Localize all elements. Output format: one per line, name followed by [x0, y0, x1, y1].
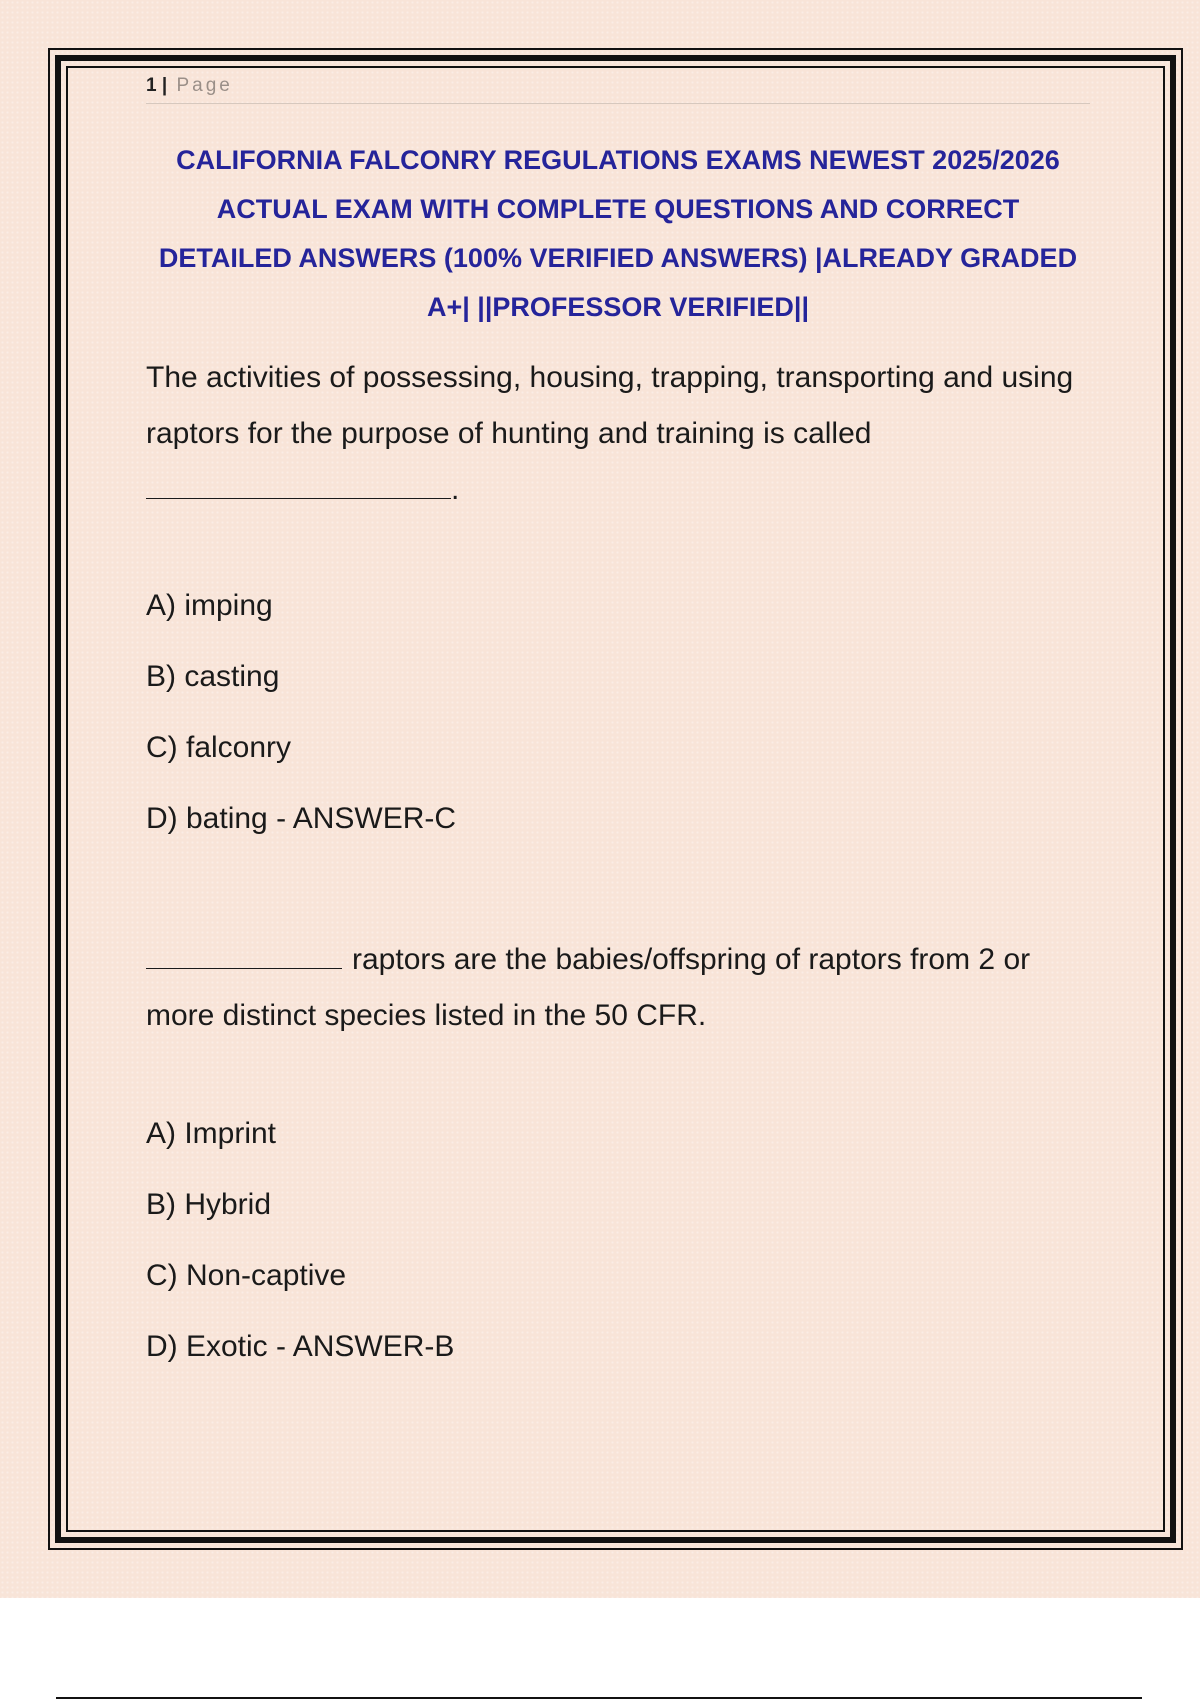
question-2-option-b: B) Hybrid: [146, 1188, 272, 1221]
document-title: CALIFORNIA FALCONRY REGULATIONS EXAMS NEWEST 2025/2026 ACTUAL EXAM WITH COMPLETE QUESTIONS AND CORRECT DETAILED ANSWERS (100% VERIFIED ANSWERS) |ALREADY GRADED A+| ||PROFESSOR VERIFIED||: [158, 145, 1078, 322]
question-1-option-b: B) casting: [146, 660, 280, 693]
footer-divider: [56, 1697, 1142, 1699]
question-2-option-a: A) Imprint: [146, 1117, 277, 1150]
question-1-option-a: A) imping: [146, 589, 273, 622]
question-2-option-c: C) Non-captive: [146, 1259, 347, 1292]
question-2-option-d: D) Exotic - ANSWER-B: [146, 1330, 455, 1363]
question-1: [146, 350, 1090, 518]
question-1-text: The activities of possessing, housing, trapping, transporting and using raptors for the purpose of hunting and training is called: [146, 361, 1074, 450]
page-label: Page: [176, 75, 233, 96]
question-1-options: [146, 588, 1090, 837]
question-1-option-c: C) falconry: [146, 731, 292, 764]
question-2-blank: [146, 938, 342, 969]
question-2-text: raptors are the babies/offspring of raptors from 2 or more distinct species listed in the 50 CFR.: [146, 943, 1031, 1032]
question-1-text-after: .: [451, 473, 460, 506]
page-header: [146, 75, 1090, 104]
page-separator: |: [161, 75, 168, 96]
question-2: [146, 932, 1090, 1044]
question-1-blank: [146, 468, 451, 499]
question-1-option-d: D) bating - ANSWER-C: [146, 802, 457, 835]
page-number: 1: [146, 75, 157, 96]
page-content: [146, 70, 1090, 1400]
question-2-options: [146, 1116, 1090, 1365]
